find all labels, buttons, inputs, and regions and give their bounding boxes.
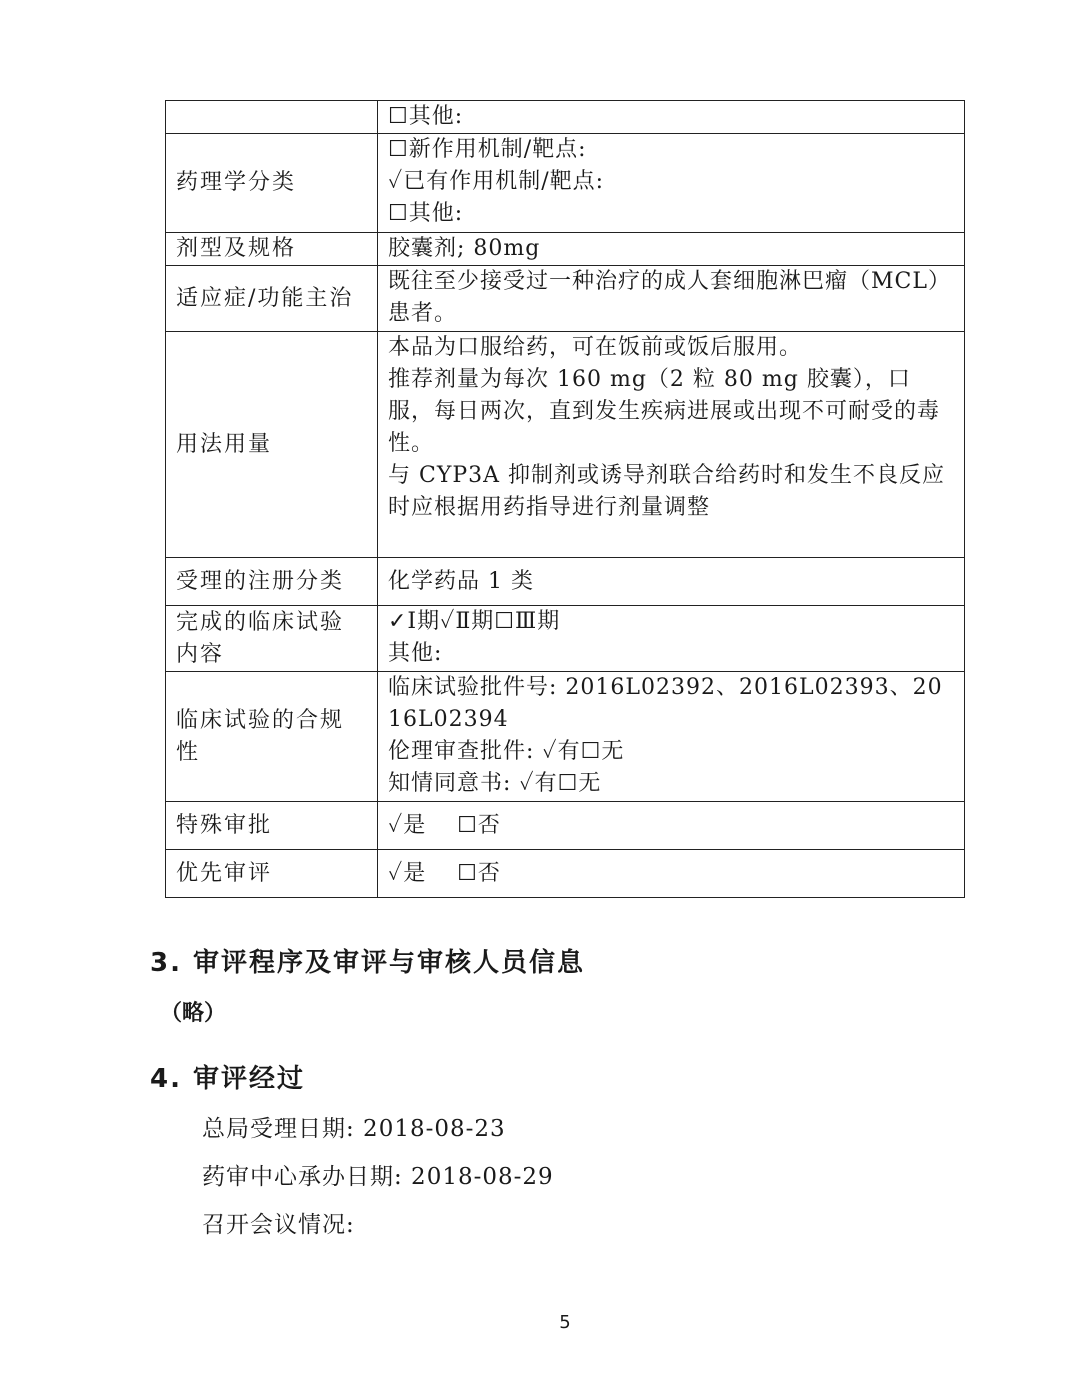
value-line: 化学药品 1 类 [388, 568, 534, 594]
table-row [166, 850, 965, 898]
value-line: ✓是 ☐否 [388, 812, 501, 838]
value-line: 临床试验批件号: 2016L02392、2016L02393、2016L02394 [388, 675, 943, 732]
label-text: 临床试验的合规性 [176, 707, 345, 765]
value-line: 其他: [388, 641, 443, 666]
row-value [378, 332, 965, 558]
value-line: ✓是 ☐否 [388, 860, 501, 886]
row-value [378, 266, 965, 332]
page-number: 5 [559, 1312, 571, 1333]
value-line: 伦理审查批件: ✓有☐无 [388, 739, 625, 764]
value-line: 推荐剂量为每次 160 mg（2 粒 80 mg 胶囊），口服，每日两次，直到发生疾病进展或出现不可耐受的毒性。 [388, 367, 941, 456]
value-line: 与 CYP3A 抑制剂或诱导剂联合给药时和发生不良反应时应根据用药指导进行剂量调整 [388, 463, 946, 520]
table-row [166, 606, 965, 672]
value-line: 知情同意书: ✓有☐无 [388, 771, 602, 796]
value-line: ✓Ⅰ期✓Ⅱ期☐Ⅲ期 [388, 609, 561, 634]
row-label [166, 101, 378, 134]
value-line: 胶囊剂; 80mg [388, 236, 541, 261]
cde-date-text: 药审中心承办日期: 2018-08-29 [202, 1164, 554, 1190]
row-value [378, 672, 965, 802]
table-row [166, 266, 965, 332]
value-line: ☐新作用机制/靶点: [388, 137, 587, 162]
value-line: ☐其他: [388, 104, 464, 129]
table-row [166, 233, 965, 266]
value-line: ✓已有作用机制/靶点: [388, 169, 605, 194]
accept-date-text: 总局受理日期: 2018-08-23 [202, 1116, 506, 1142]
table-row [166, 802, 965, 850]
row-label: 药理学分类 [166, 134, 378, 233]
section-3-note: （略） [160, 1001, 227, 1026]
row-label [166, 672, 378, 802]
table-row [166, 558, 965, 606]
row-value [378, 802, 965, 850]
table-row [166, 101, 965, 134]
row-label: 用法用量 [166, 332, 378, 558]
label-text: 完成的临床试验内容 [176, 609, 345, 667]
row-label: 剂型及规格 [166, 233, 378, 266]
value-line: ☐其他: [388, 201, 464, 226]
row-value [378, 850, 965, 898]
row-label [166, 606, 378, 672]
section-4-heading: 4. 审评经过 [150, 1064, 306, 1094]
section-3-heading: 3. 审评程序及审评与审核人员信息 [150, 948, 586, 978]
row-value [378, 101, 965, 134]
table-row [166, 134, 965, 233]
row-label: 受理的注册分类 [166, 558, 378, 606]
table-row [166, 332, 965, 558]
row-label: 特殊审批 [166, 802, 378, 850]
value-line: 本品为口服给药，可在饭前或饭后服用。 [388, 335, 803, 360]
row-label: 适应症/功能主治 [166, 266, 378, 332]
drug-info-table [165, 100, 965, 898]
row-value [378, 558, 965, 606]
table-row [166, 672, 965, 802]
meeting-text: 召开会议情况: [202, 1212, 355, 1238]
row-value [378, 606, 965, 672]
row-value [378, 134, 965, 233]
row-label: 优先审评 [166, 850, 378, 898]
value-line: 既往至少接受过一种治疗的成人套细胞淋巴瘤（MCL）患者。 [388, 269, 951, 326]
row-value [378, 233, 965, 266]
